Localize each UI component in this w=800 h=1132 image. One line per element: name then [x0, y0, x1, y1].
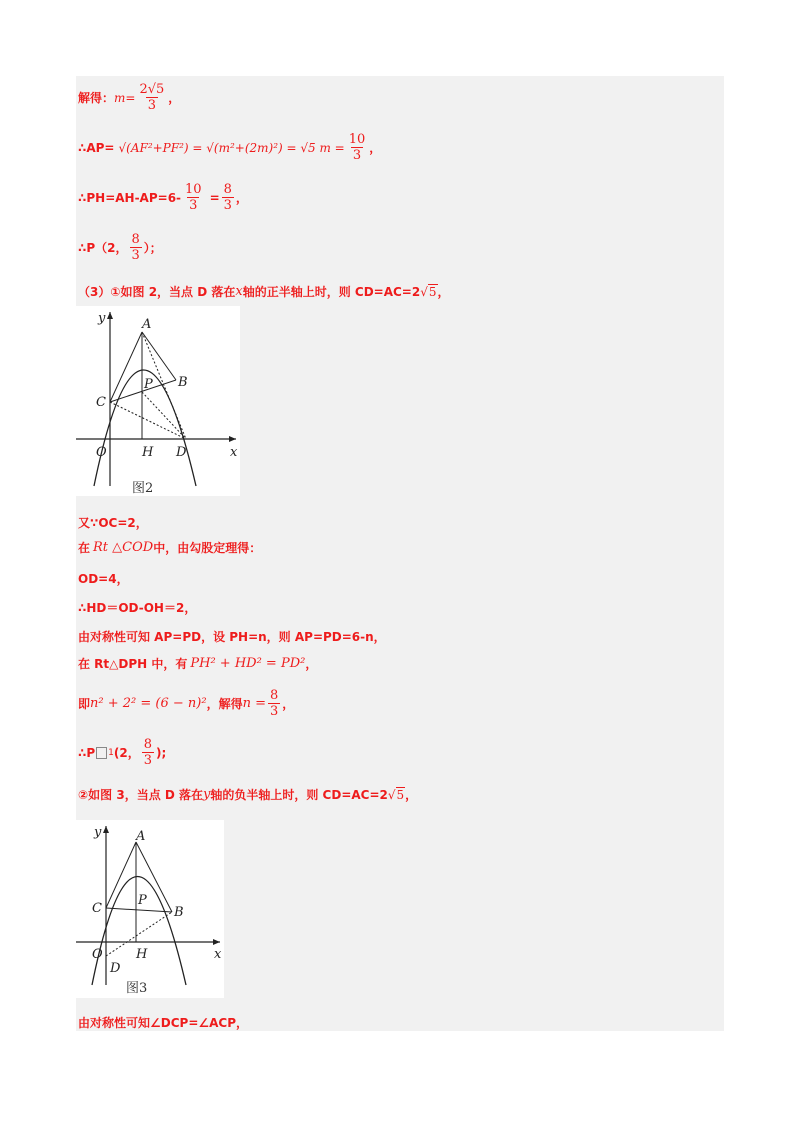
- equals: =: [209, 190, 220, 205]
- label-b: B: [178, 375, 188, 390]
- fraction: [130, 232, 142, 263]
- label-o: O: [92, 947, 103, 962]
- label-y: y: [94, 825, 102, 840]
- fraction: [347, 132, 368, 163]
- text: 轴的负半轴上时，则 CD=AC=2: [210, 788, 388, 802]
- text: 由对称性可知∠DCP=∠ACP，: [78, 1016, 249, 1030]
- punct: ，: [369, 141, 382, 155]
- label-o: O: [96, 445, 107, 460]
- label-x: x: [214, 947, 222, 962]
- line-solve-n: [78, 688, 294, 719]
- punct: ，: [305, 657, 318, 671]
- y-axis-arrow: [107, 312, 113, 319]
- segment-ca: [106, 842, 136, 908]
- line-oc: [78, 514, 148, 531]
- numerator: 8: [223, 182, 232, 197]
- line-p1-coord: [78, 737, 166, 768]
- fraction: [142, 737, 154, 768]
- pythagoras-expression: PH² + HD² = PD²: [190, 656, 306, 671]
- denominator: 3: [223, 198, 232, 213]
- line-symmetry: [78, 628, 386, 645]
- label-d: D: [176, 445, 187, 460]
- label-d: D: [110, 961, 121, 976]
- text: 即: [78, 697, 91, 711]
- label-a: A: [136, 829, 146, 844]
- label-x: x: [230, 445, 238, 460]
- line-solve-m: [78, 82, 180, 113]
- label-h: H: [142, 445, 154, 460]
- line-part3-case1: [78, 283, 450, 300]
- label-b: B: [174, 905, 184, 920]
- triangle-cod: Rt △COD: [93, 540, 154, 555]
- label-y: y: [98, 311, 106, 326]
- denominator: 3: [131, 248, 140, 263]
- punct: ，: [168, 91, 181, 105]
- var-n: n =: [242, 696, 266, 711]
- denominator: 3: [143, 753, 153, 768]
- fraction: [183, 182, 204, 213]
- numerator: 10: [185, 182, 202, 197]
- sqrt: √ 5: [420, 285, 437, 299]
- punct: ，: [235, 191, 248, 205]
- numerator: 8: [269, 688, 279, 703]
- equation: n² + 2² = (6 − n)²: [90, 696, 207, 711]
- figure-2: [76, 306, 240, 496]
- label-a: A: [142, 317, 152, 332]
- text: ∴HD＝OD-OH＝2，: [78, 601, 197, 615]
- text: ∴P（2，: [78, 241, 128, 255]
- fraction: [137, 82, 166, 113]
- line-rt-cod: [78, 539, 261, 556]
- line-ph: [78, 182, 248, 213]
- text: ∴P: [78, 745, 96, 760]
- punct: ，: [437, 285, 450, 299]
- line-angle-symmetry: [78, 1014, 248, 1031]
- expression: √(AF²+PF²) = √(m²+(2m)²) = √5 m =: [118, 140, 345, 155]
- radicand: 5: [428, 285, 437, 299]
- text: (2，: [113, 746, 140, 760]
- denominator: 3: [147, 98, 157, 113]
- text: 中，由勾股定理得：: [153, 541, 262, 555]
- figure-2-svg: [76, 306, 240, 496]
- var-x: x: [235, 284, 243, 299]
- denominator: 3: [269, 704, 279, 719]
- radicand: 5: [396, 788, 405, 802]
- subscript: 1: [108, 747, 114, 758]
- line-hd: [78, 599, 196, 616]
- punct: ）；: [143, 241, 162, 255]
- label-c: C: [92, 901, 102, 916]
- text: 在 Rt△DPH 中，有: [78, 657, 188, 671]
- label-p: P: [144, 377, 153, 392]
- denominator: 3: [352, 148, 362, 163]
- text: ∴PH=AH-AP=6-: [78, 190, 182, 205]
- caption: 图3: [126, 981, 148, 996]
- line-part3-case2: [78, 786, 417, 803]
- fraction: [268, 688, 280, 719]
- missing-glyph-box: [96, 747, 107, 759]
- text: 又∵OC=2，: [78, 516, 148, 530]
- segment-cb: [106, 908, 172, 912]
- line-p-coord: [78, 232, 162, 263]
- line-ap: [78, 132, 381, 163]
- var-m: m: [114, 90, 126, 105]
- line-rt-dph: [78, 655, 317, 672]
- numerator: 2√5: [139, 82, 165, 97]
- denominator: 3: [189, 198, 198, 213]
- punct: );: [156, 745, 167, 760]
- equals: =: [125, 90, 136, 105]
- text: ∴AP=: [78, 140, 115, 155]
- segment-pd-dashed: [142, 392, 186, 439]
- caption: 图2: [132, 481, 154, 496]
- text: OD=4，: [78, 572, 129, 586]
- x-axis-arrow: [213, 939, 220, 945]
- text: ②如图 3，当点 D 落在: [78, 788, 204, 802]
- label-c: C: [96, 395, 106, 410]
- text: 解得：: [78, 91, 115, 105]
- punct: ，: [282, 697, 295, 711]
- label-p: P: [138, 893, 147, 908]
- numerator: 8: [131, 232, 140, 247]
- numerator: 8: [143, 737, 153, 752]
- figure-3: [76, 820, 224, 998]
- segment-cd-dashed: [110, 402, 186, 439]
- numerator: 10: [348, 132, 366, 147]
- punct: ，: [405, 788, 418, 802]
- line-od: [78, 570, 129, 587]
- sqrt: √ 5: [387, 788, 405, 802]
- segment-ca: [110, 332, 142, 402]
- text: （3）①如图 2，当点 D 落在: [78, 285, 236, 299]
- var-y: y: [203, 787, 211, 802]
- label-h: H: [136, 947, 148, 962]
- text: 在: [78, 541, 91, 555]
- text: 轴的正半轴上时，则 CD=AC=2: [242, 285, 421, 299]
- text: 由对称性可知 AP=PD，设 PH=n，则 AP=PD=6-n，: [78, 630, 386, 644]
- figure-3-svg: [76, 820, 224, 998]
- y-axis-arrow: [103, 826, 109, 833]
- fraction: [222, 182, 234, 213]
- x-axis-arrow: [229, 436, 236, 442]
- text: ，解得: [206, 697, 243, 711]
